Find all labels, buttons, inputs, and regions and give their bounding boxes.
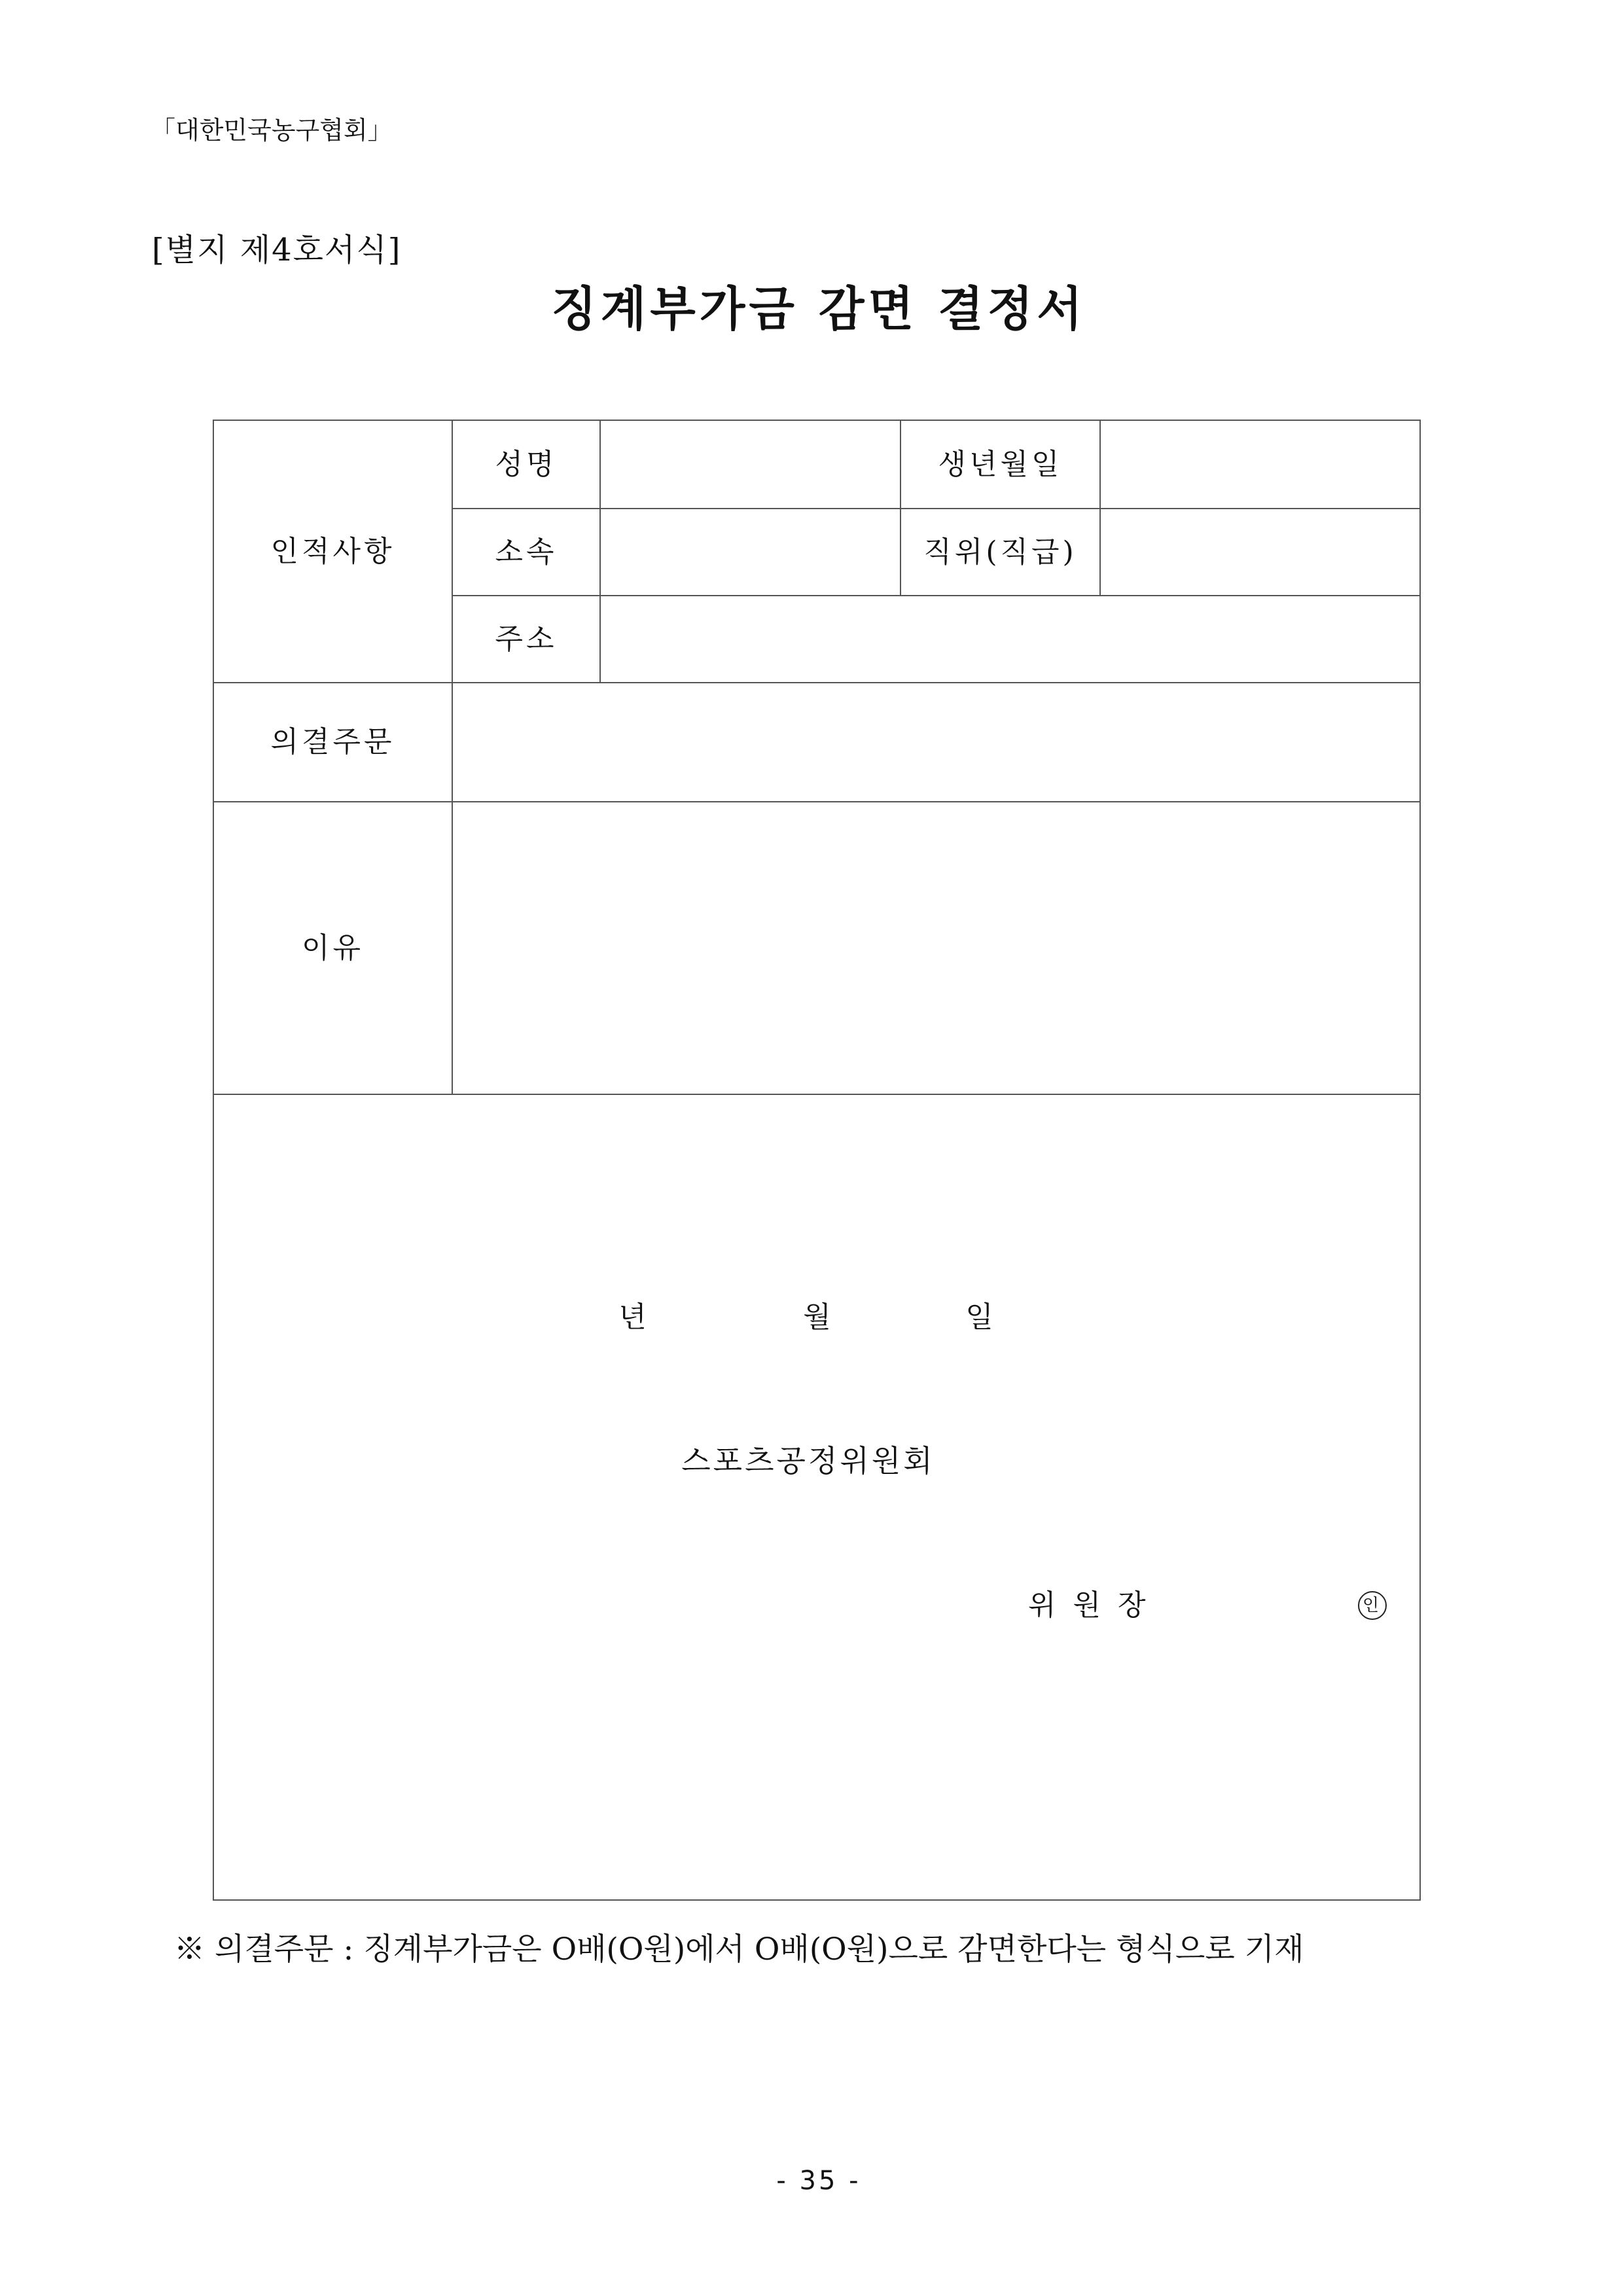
birthdate-value-cell	[1101, 421, 1421, 509]
reason-value-cell	[453, 802, 1421, 1095]
page-number: - 35 -	[776, 2166, 861, 2196]
chairperson-label: 위 원 장	[1028, 1588, 1150, 1622]
decision-label: 의결주문	[214, 683, 453, 802]
birthdate-label: 생년월일	[901, 421, 1101, 509]
document-title: 징계부가금 감면 결정서	[551, 281, 1086, 336]
decision-form-table	[213, 420, 1421, 1901]
signature-block	[214, 1095, 1421, 1901]
affiliation-label: 소속	[453, 509, 601, 596]
seal-mark-icon: 인	[1358, 1591, 1387, 1620]
date-day-label: 일	[965, 1300, 997, 1334]
address-label: 주소	[453, 596, 601, 683]
footnote: ※ 의결주문 : 징계부가금은 O배(O원)에서 O배(O원)으로 감면한다는 형식으로 기재	[174, 1931, 1304, 1967]
position-label: 직위(직급)	[901, 509, 1101, 596]
date-month-label: 월	[803, 1300, 834, 1334]
address-value-cell	[601, 596, 1421, 683]
organization-header: 「대한민국농구협회」	[151, 116, 393, 145]
decision-value-cell	[453, 683, 1421, 802]
position-value-cell	[1101, 509, 1421, 596]
committee-name: 스포츠공정위원회	[681, 1443, 935, 1479]
affiliation-value-cell	[601, 509, 901, 596]
name-label: 성명	[453, 421, 601, 509]
personal-info-label: 인적사항	[214, 421, 453, 683]
form-number: [별지 제4호서식]	[152, 232, 402, 268]
name-value-cell	[601, 421, 901, 509]
reason-label: 이유	[214, 802, 453, 1095]
date-year-label: 년	[618, 1300, 650, 1334]
